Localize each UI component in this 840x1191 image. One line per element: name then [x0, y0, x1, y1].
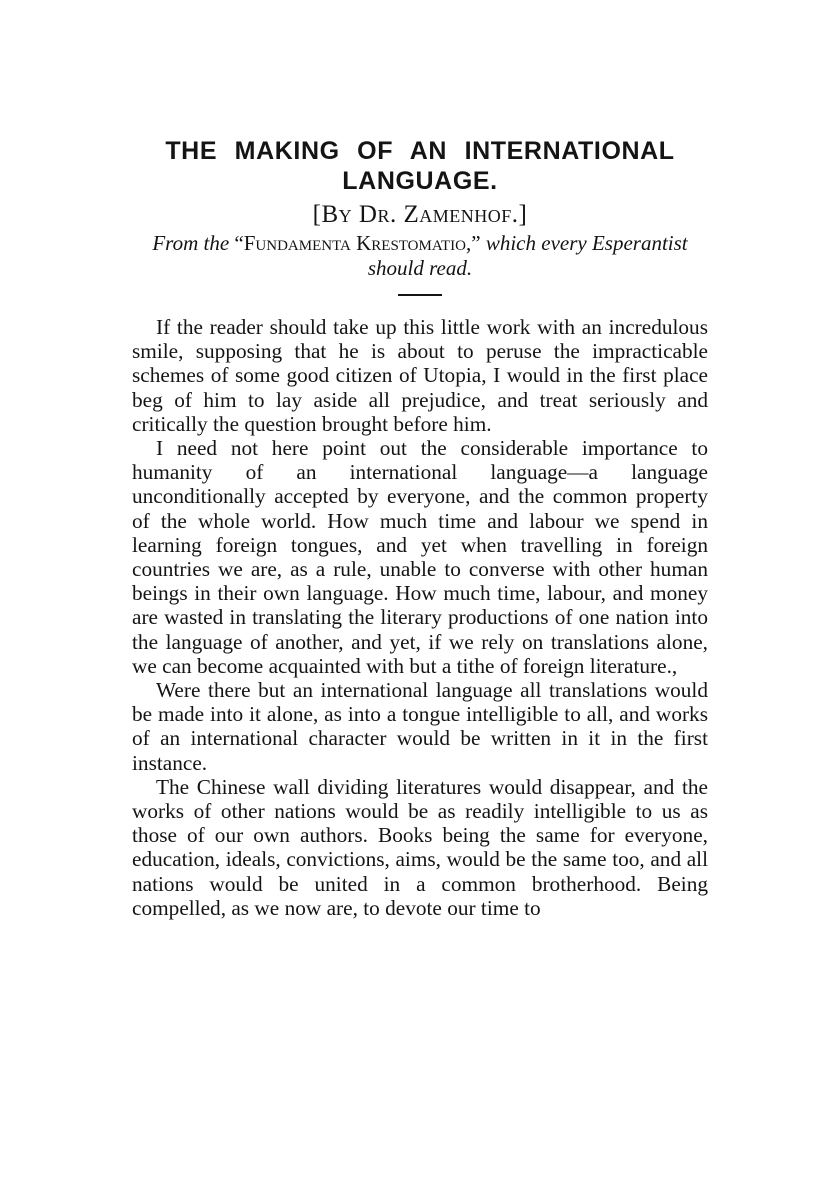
byline-by: By — [321, 201, 353, 228]
title-line-2: LANGUAGE. — [342, 167, 498, 195]
paragraph-3: Were there but an international language all translations would be made into it alone, as into a tongue intelligible to all, and works of an international character would be written in it in the first instance. — [132, 678, 708, 775]
source-rest: which every Esperantist should read. — [367, 231, 688, 280]
paragraph-4: The Chinese wall dividing literatures would disappear, and the works of other nations would be as readily intelligible to us as those of our own authors. Books being the same for everyone, education, ideals, convictions, aims, would be the same too, and all nations would be united in a common brotherhood. Being compelled, as we now are, to devote our time to — [132, 774, 708, 920]
byline — [132, 199, 708, 231]
source-from: From the — [152, 231, 235, 255]
source-book-title: “Fundamenta Krestomatio,” — [234, 231, 481, 255]
paragraph-2: I need not here point out the considerable importance to humanity of an international language—a language unconditionally accepted by everyone, and the common property of the whole world. How much time and labour we spend in learning foreign tongues, and yet when travelling in foreign countries we are, as a rule, unable to converse with other human beings in their own language. How much time, labour, and money are wasted in translating the literary productions of one nation into the language of another, and yet, if we rely on translations alone, we can become acquainted with but a tithe of foreign literature., — [132, 436, 708, 678]
byline-close-bracket: ] — [518, 201, 528, 228]
article-body — [132, 315, 708, 920]
byline-author: Zamenhof. — [403, 201, 519, 228]
title-divider — [398, 294, 442, 296]
article-title — [132, 136, 708, 196]
byline-open-bracket: [ — [312, 201, 322, 228]
paragraph-1: If the reader should take up this little work with an incredulous smile, supposing that he is about to peruse the impracticable schemes of some good citizen of Utopia, I would in the first place beg of him to lay aside all prejudice, and treat seriously and critically the question brought before him. — [132, 315, 708, 436]
source-note — [132, 231, 708, 281]
byline-dr: Dr. — [358, 201, 397, 228]
title-line-1: THE MAKING OF AN INTERNATIONAL — [165, 137, 675, 165]
document-page — [132, 136, 708, 920]
